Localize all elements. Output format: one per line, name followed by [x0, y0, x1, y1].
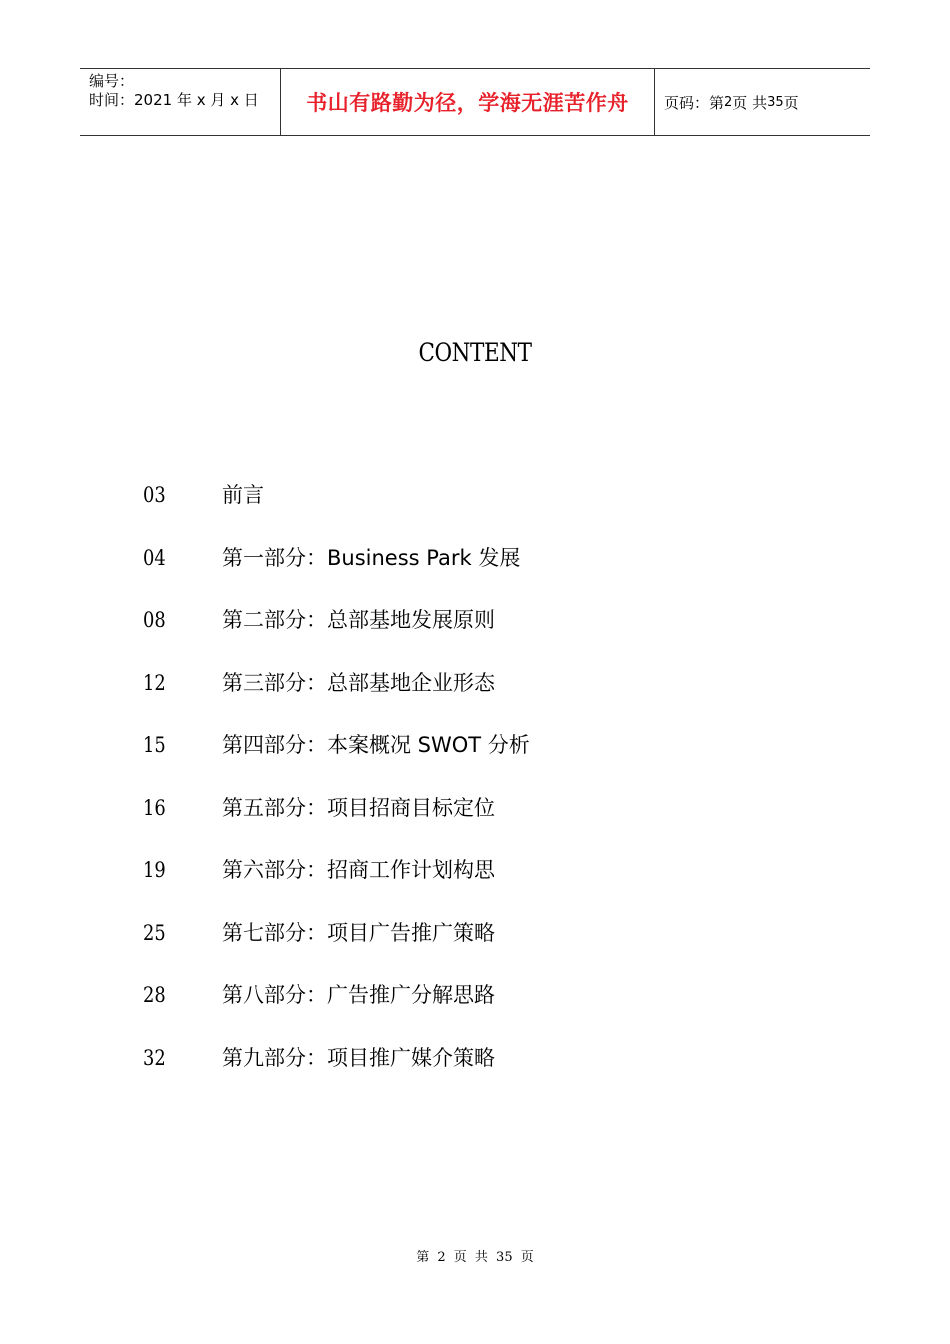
toc-title: 前言	[222, 483, 264, 507]
toc-entry[interactable]	[143, 603, 743, 666]
header-page-info	[655, 69, 870, 135]
toc-page-number: 15	[143, 733, 166, 757]
page-info-suffix: 页	[783, 93, 799, 112]
toc-title: 第八部分：广告推广分解思路	[222, 983, 495, 1007]
page-info-prefix: 页码：第	[664, 93, 725, 112]
page-info-total: 35	[767, 94, 784, 110]
toc-page-number: 32	[143, 1045, 166, 1070]
document-date-label: 时间：2021 年 x 月 x 日	[89, 91, 259, 109]
header-motto: 书山有路勤为径，学海无涯苦作舟	[281, 69, 655, 135]
toc-entry[interactable]	[143, 791, 743, 854]
toc-title: 第四部分：本案概况 SWOT 分析	[222, 733, 530, 757]
toc-entry[interactable]	[143, 978, 743, 1041]
toc-title: 第一部分：Business Park 发展	[222, 545, 521, 570]
page-info-current: 2	[724, 94, 733, 110]
toc-page-number: 12	[143, 670, 166, 695]
toc-entry[interactable]	[143, 728, 743, 791]
toc-entry[interactable]	[143, 666, 743, 729]
page-info-middle: 页 共	[732, 93, 768, 112]
page-footer: 第 2 页 共 35 页	[416, 1250, 534, 1265]
toc-title: 第五部分：项目招商目标定位	[222, 795, 495, 820]
toc-entry[interactable]	[143, 1041, 743, 1104]
toc-page-number: 03	[143, 483, 166, 507]
toc-title: 第六部分：招商工作计划构思	[222, 858, 495, 882]
toc-entry[interactable]	[143, 916, 743, 979]
toc-page-number: 08	[143, 608, 166, 632]
toc-page-number: 19	[143, 858, 166, 882]
toc-entry[interactable]	[143, 853, 743, 916]
toc-page-number: 04	[143, 545, 166, 570]
toc-entry[interactable]	[143, 541, 743, 604]
toc-title: 第二部分：总部基地发展原则	[222, 608, 495, 632]
document-number-label: 编号：	[89, 72, 135, 90]
page-title: CONTENT	[418, 338, 532, 367]
toc-entry[interactable]	[143, 478, 743, 541]
toc-title: 第九部分：项目推广媒介策略	[222, 1045, 495, 1070]
toc-title: 第七部分：项目广告推广策略	[222, 920, 495, 945]
toc-page-number: 25	[143, 920, 166, 945]
toc-title: 第三部分：总部基地企业形态	[222, 670, 495, 695]
page-header	[80, 68, 870, 136]
header-meta-cell	[80, 69, 281, 135]
table-of-contents	[143, 478, 743, 1103]
toc-page-number: 28	[143, 983, 166, 1007]
toc-page-number: 16	[143, 795, 166, 820]
